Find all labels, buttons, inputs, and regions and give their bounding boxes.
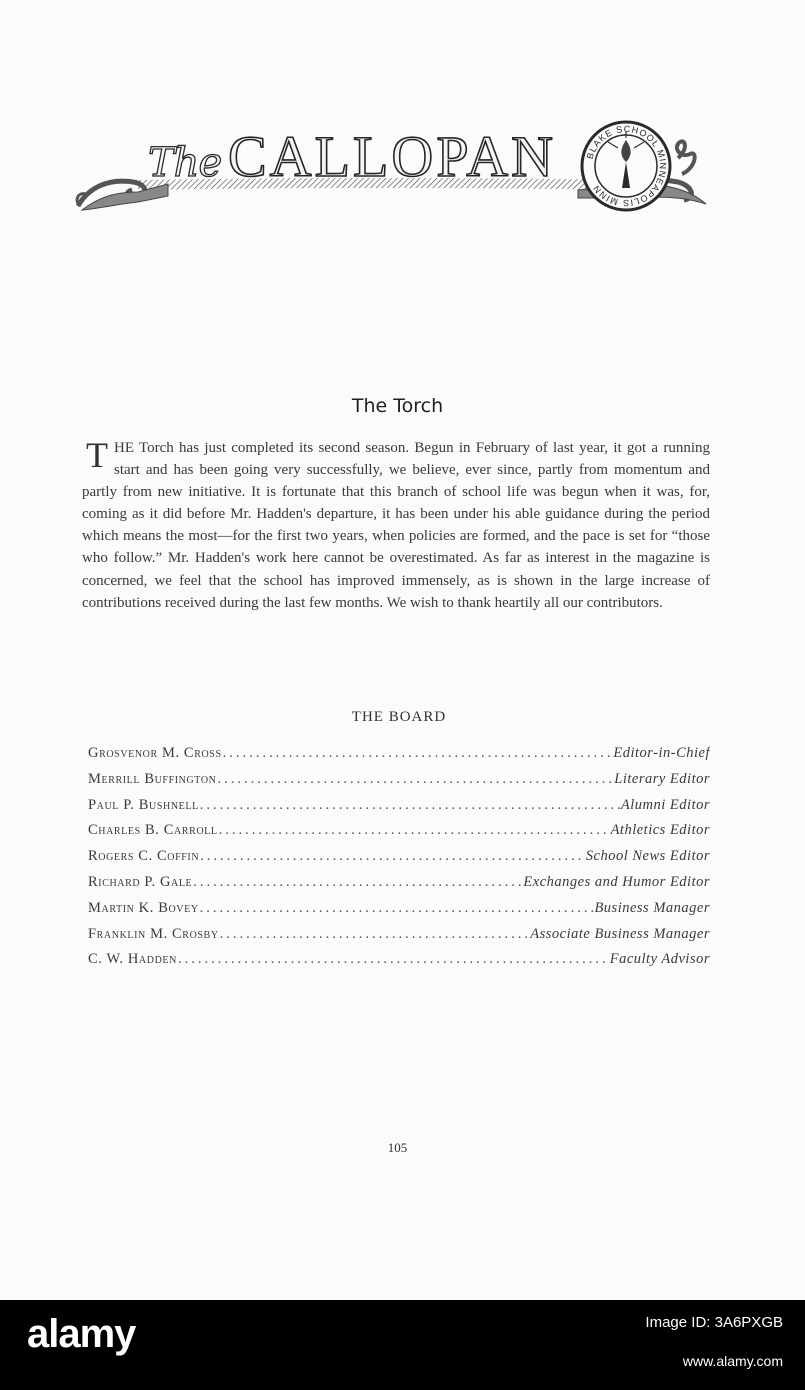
member-role: Literary Editor <box>614 770 710 787</box>
leader-dots <box>178 951 609 968</box>
leader-dots <box>223 745 613 762</box>
member-role: School News Editor <box>585 848 710 865</box>
leader-dots <box>217 771 613 788</box>
page-number: 105 <box>387 1140 408 1155</box>
board-row <box>88 926 710 952</box>
board-row <box>88 848 710 874</box>
member-name: Franklin M. Crosby <box>88 925 219 942</box>
member-name: Grosvenor M. Cross <box>88 745 222 761</box>
masthead-title: CALLOPAN <box>228 124 557 189</box>
member-role: Business Manager <box>594 899 710 916</box>
leader-dots <box>220 926 530 943</box>
member-name: Charles B. Carroll <box>88 822 218 839</box>
member-role: Athletics Editor <box>610 822 710 839</box>
member-role: Associate Business Manager <box>530 925 710 942</box>
blake-school-seal <box>578 118 674 214</box>
board-heading: THE BOARD <box>351 709 447 725</box>
member-name: C. W. Hadden <box>88 951 177 968</box>
member-name: Rogers C. Coffin <box>88 848 200 865</box>
leader-dots <box>193 874 522 891</box>
board-list <box>88 745 710 977</box>
leader-dots <box>200 848 585 865</box>
article-paragraph: HE Torch has just completed its second season. Begun in February of last year, it got a running start and has been going very successfully, we believe, ever since, partly from momentum and partly from new initiative. It is fortunate that this branch of school life was begun when it was, for, coming as it did before Mr. Hadden's departure, it has been under his able guidance during the period which means the most—for the first two years, when policies are formed, and the pace is set for “those who follow.” Mr. Hadden's work here cannot be overestimated. As far as interest in the magazine is concerned, we feel that the school has improved immensely, as is shown in the large increase of contributions received during the last few months. We wish to thank heartily all our contributors. <box>82 440 710 611</box>
leader-dots <box>200 900 594 917</box>
board-row <box>88 900 710 926</box>
article-body <box>82 437 710 614</box>
watermark-url: www.alamy.com <box>682 1353 783 1369</box>
leader-dots <box>200 797 620 814</box>
drop-cap: T <box>86 435 108 475</box>
masthead-prefix: The <box>148 140 222 186</box>
member-name: Merrill Buffington <box>88 770 217 787</box>
alamy-logo: alamy <box>27 1312 136 1356</box>
masthead <box>78 118 718 218</box>
board-row <box>88 822 710 848</box>
member-role: Alumni Editor <box>620 796 710 813</box>
member-name: Martin K. Bovey <box>88 899 199 916</box>
member-role: Editor-in-Chief <box>613 745 710 761</box>
member-name: Paul P. Bushnell <box>88 796 199 813</box>
board-row <box>88 951 710 977</box>
board-row <box>88 745 710 771</box>
article-title: The Torch <box>351 395 444 417</box>
board-row <box>88 874 710 900</box>
board-row <box>88 771 710 797</box>
seal-text: BLAKE SCHOOL MINNEAPOLIS MINN <box>584 123 669 209</box>
leader-dots <box>219 822 610 839</box>
member-role: Exchanges and Humor Editor <box>523 873 710 890</box>
board-row <box>88 797 710 823</box>
member-role: Faculty Advisor <box>609 951 710 968</box>
member-name: Richard P. Gale <box>88 873 193 890</box>
image-id-text: Image ID: 3A6PXGB <box>645 1314 783 1331</box>
